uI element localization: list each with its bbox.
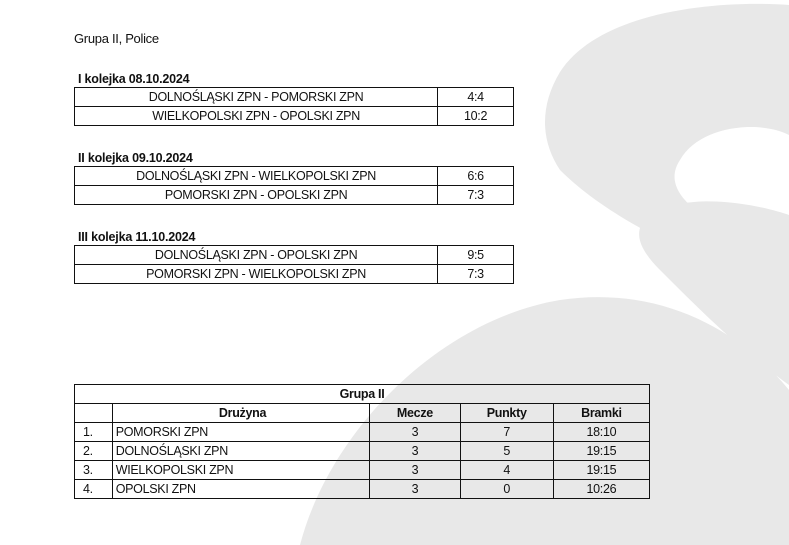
score-cell: 4:4 (438, 88, 514, 107)
round-matches-table (74, 245, 514, 284)
games-cell: 3 (370, 442, 460, 461)
team-cell: POMORSKI ZPN (112, 423, 370, 442)
games-cell: 3 (370, 461, 460, 480)
round-heading: III kolejka 11.10.2024 (78, 230, 196, 244)
round-heading: I kolejka 08.10.2024 (78, 72, 190, 86)
position-cell: 1. (75, 423, 113, 442)
header-games: Mecze (370, 404, 460, 423)
points-cell: 4 (460, 461, 553, 480)
round-matches-table (74, 87, 514, 126)
position-cell: 4. (75, 480, 113, 499)
team-cell: WIELKOPOLSKI ZPN (112, 461, 370, 480)
team-cell: DOLNOŚLĄSKI ZPN (112, 442, 370, 461)
table-row (75, 186, 514, 205)
score-cell: 10:2 (438, 107, 514, 126)
standings-table (74, 384, 650, 499)
points-cell: 5 (460, 442, 553, 461)
round-3 (74, 230, 514, 284)
score-cell: 7:3 (438, 186, 514, 205)
team-cell: OPOLSKI ZPN (112, 480, 370, 499)
header-position (75, 404, 113, 423)
score-cell: 7:3 (438, 265, 514, 284)
position-cell: 3. (75, 461, 113, 480)
games-cell: 3 (370, 423, 460, 442)
header-points: Punkty (460, 404, 553, 423)
match-cell: POMORSKI ZPN - WIELKOPOLSKI ZPN (75, 265, 438, 284)
match-cell: DOLNOŚLĄSKI ZPN - OPOLSKI ZPN (75, 246, 438, 265)
round-2 (74, 151, 514, 205)
match-cell: WIELKOPOLSKI ZPN - OPOLSKI ZPN (75, 107, 438, 126)
position-cell: 2. (75, 442, 113, 461)
round-matches-table (74, 166, 514, 205)
goals-cell: 19:15 (553, 461, 649, 480)
page-title: Grupa II, Police (74, 31, 159, 46)
round-heading: II kolejka 09.10.2024 (78, 151, 193, 165)
round-1 (74, 72, 514, 126)
match-cell: DOLNOŚLĄSKI ZPN - WIELKOPOLSKI ZPN (75, 167, 438, 186)
table-row (75, 88, 514, 107)
header-team: Drużyna (112, 404, 370, 423)
table-row (75, 461, 650, 480)
points-cell: 7 (460, 423, 553, 442)
table-row (75, 423, 650, 442)
match-cell: POMORSKI ZPN - OPOLSKI ZPN (75, 186, 438, 205)
header-goals: Bramki (553, 404, 649, 423)
table-row (75, 480, 650, 499)
table-row (75, 107, 514, 126)
goals-cell: 18:10 (553, 423, 649, 442)
standings-title: Grupa II (75, 385, 650, 404)
points-cell: 0 (460, 480, 553, 499)
table-row (75, 442, 650, 461)
standings-title-row (75, 385, 650, 404)
match-cell: DOLNOŚLĄSKI ZPN - POMORSKI ZPN (75, 88, 438, 107)
score-cell: 9:5 (438, 246, 514, 265)
table-row (75, 167, 514, 186)
goals-cell: 10:26 (553, 480, 649, 499)
score-cell: 6:6 (438, 167, 514, 186)
games-cell: 3 (370, 480, 460, 499)
table-row (75, 246, 514, 265)
goals-cell: 19:15 (553, 442, 649, 461)
table-row (75, 265, 514, 284)
standings-header-row (75, 404, 650, 423)
